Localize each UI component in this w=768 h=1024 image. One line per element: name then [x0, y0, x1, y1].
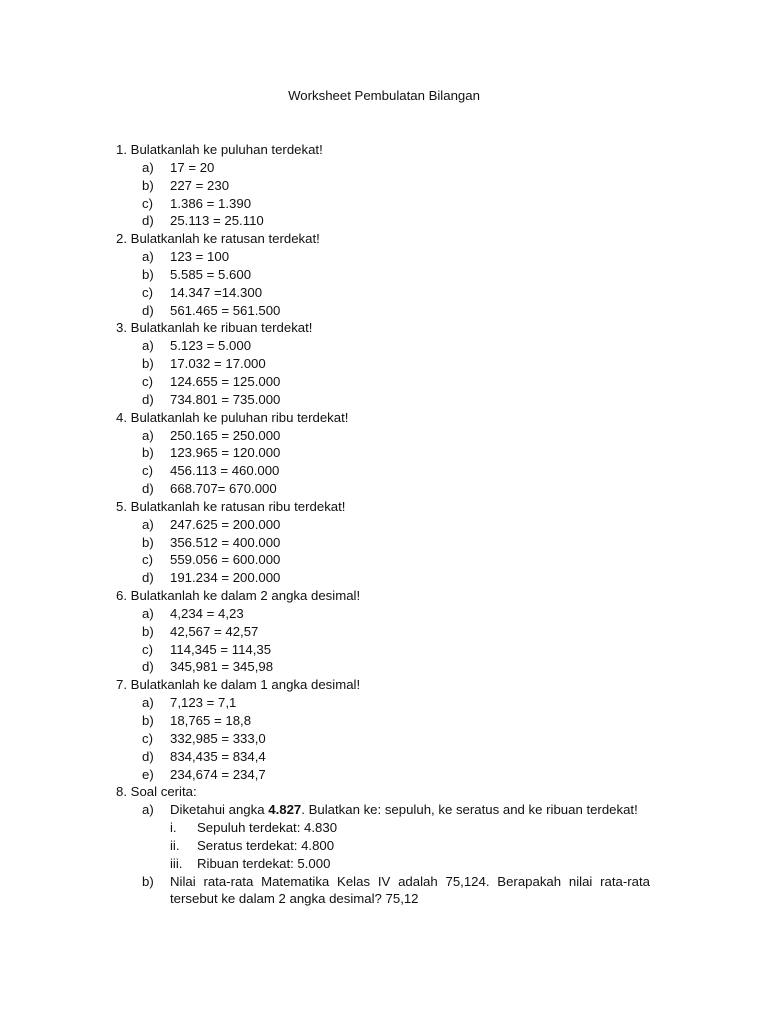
- answer-item: [116, 534, 656, 552]
- story-text-pre: Diketahui angka: [170, 802, 269, 818]
- item-letter: b): [142, 713, 154, 728]
- item-text: 114,345 = 114,35: [170, 641, 272, 657]
- story-number: 4.827: [268, 802, 302, 818]
- item-letter: d): [142, 570, 154, 586]
- answer-item: [116, 391, 656, 409]
- answer-item: [116, 159, 656, 177]
- story-question-a: [116, 801, 650, 819]
- page-title: Worksheet Pembulatan Bilangan: [288, 88, 480, 103]
- item-letter: d): [142, 481, 154, 497]
- sub-answer: [116, 855, 656, 873]
- answer-item: [116, 462, 656, 480]
- answer-item: [116, 195, 656, 213]
- item-text: 668.707= 670.000: [170, 481, 277, 497]
- answer-item: [116, 373, 656, 391]
- question-heading: 1. Bulatkanlah ke puluhan terdekat!: [116, 142, 323, 157]
- answer-item: [116, 444, 656, 462]
- item-letter: c): [142, 195, 153, 211]
- story-question-b: [116, 873, 650, 909]
- item-letter: c): [142, 463, 153, 479]
- item-letter: d): [142, 213, 154, 229]
- item-letter: a): [142, 516, 154, 532]
- question-heading: 5. Bulatkanlah ke ratusan ribu terdekat!: [116, 498, 346, 514]
- item-text: 5.585 = 5.600: [170, 266, 252, 282]
- item-text: 561.465 = 561.500: [170, 302, 281, 318]
- item-letter: a): [142, 159, 154, 175]
- item-letter: b): [142, 873, 154, 889]
- item-letter: d): [142, 391, 154, 407]
- answer-item: [116, 302, 656, 320]
- question-heading: 4. Bulatkanlah ke puluhan ribu terdekat!: [116, 409, 349, 425]
- item-text: 834,435 = 834,4: [170, 748, 266, 764]
- answer-item: [116, 712, 656, 730]
- answer-item: [116, 623, 656, 641]
- item-letter: b): [142, 177, 154, 193]
- story-text-post: . Bulatkan ke: sepuluh, ke seratus and ke ribuan terdekat!: [301, 802, 638, 818]
- item-letter: b): [142, 266, 154, 282]
- item-text: 227 = 230: [170, 177, 230, 193]
- sub-answer-text: Seratus terdekat: 4.800: [197, 837, 335, 853]
- item-text: 1.386 = 1.390: [170, 195, 252, 211]
- item-text: 7,123 = 7,1: [170, 695, 237, 711]
- question-heading: 2. Bulatkanlah ke ratusan terdekat!: [116, 231, 320, 247]
- story-question-text: Nilai rata-rata Matematika Kelas IV adalah 75,124. Berapakah nilai rata-rata tersebut ke dalam 2 angka desimal? 75,12: [170, 873, 650, 907]
- item-text: 14.347 =14.300: [170, 284, 263, 300]
- item-letter: a): [142, 695, 154, 711]
- item-letter: c): [142, 284, 153, 300]
- answer-item: [116, 641, 656, 659]
- item-text: 25.113 = 25.110: [170, 213, 264, 229]
- item-text: 124.655 = 125.000: [170, 373, 281, 389]
- item-letter: b): [142, 356, 154, 372]
- answer-item: [116, 480, 656, 498]
- item-letter: d): [142, 748, 154, 764]
- answer-item: [116, 284, 656, 302]
- item-text: 17.032 = 17.000: [170, 356, 266, 372]
- question-heading: 3. Bulatkanlah ke ribuan terdekat!: [116, 320, 313, 336]
- answer-item: [116, 427, 656, 445]
- answer-item: [116, 212, 656, 230]
- item-letter: a): [142, 802, 154, 818]
- item-text: 18,765 = 18,8: [170, 713, 252, 728]
- item-letter: c): [142, 552, 153, 568]
- item-letter: c): [142, 641, 153, 657]
- answer-item: [116, 248, 656, 266]
- item-text: 345,981 = 345,98: [170, 659, 274, 675]
- item-text: 234,674 = 234,7: [170, 766, 266, 782]
- item-text: 250.165 = 250.000: [170, 427, 281, 443]
- item-letter: b): [142, 534, 154, 550]
- answer-item: [116, 355, 656, 373]
- answer-item: [116, 748, 656, 766]
- item-text: 123.965 = 120.000: [170, 445, 281, 461]
- item-text: 42,567 = 42,57: [170, 623, 259, 639]
- sub-answer-number: iii.: [170, 855, 183, 871]
- item-text: 4,234 = 4,23: [170, 605, 244, 621]
- item-letter: a): [142, 605, 154, 621]
- answer-item: [116, 730, 656, 748]
- answer-item: [116, 658, 656, 676]
- answer-item: [116, 266, 656, 284]
- item-letter: a): [142, 427, 154, 443]
- item-text: 123 = 100: [170, 249, 230, 265]
- item-text: 559.056 = 600.000: [170, 552, 281, 568]
- sub-answer-text: Sepuluh terdekat: 4.830: [197, 820, 338, 836]
- answer-item: [116, 337, 656, 355]
- answer-item: [116, 694, 656, 712]
- item-text: 332,985 = 333,0: [170, 730, 266, 746]
- sub-answer-number: ii.: [170, 837, 180, 853]
- question-heading: 7. Bulatkanlah ke dalam 1 angka desimal!: [116, 677, 361, 693]
- question-heading: 6. Bulatkanlah ke dalam 2 angka desimal!: [116, 588, 361, 604]
- sub-answer-number: i.: [170, 820, 177, 836]
- answer-item: [116, 766, 656, 784]
- item-text: 356.512 = 400.000: [170, 534, 281, 550]
- item-letter: b): [142, 445, 154, 461]
- item-text: 191.234 = 200.000: [170, 570, 281, 586]
- item-text: 456.113 = 460.000: [170, 463, 280, 479]
- item-letter: a): [142, 338, 154, 354]
- question-heading: 8. Soal cerita:: [116, 784, 197, 800]
- answer-item: [116, 177, 656, 195]
- item-text: 5.123 = 5.000: [170, 338, 252, 354]
- item-text: 247.625 = 200.000: [170, 516, 281, 532]
- item-letter: c): [142, 373, 153, 389]
- sub-answer-text: Ribuan terdekat: 5.000: [197, 855, 331, 871]
- answer-item: [116, 516, 656, 534]
- item-letter: a): [142, 249, 154, 265]
- item-text: 734.801 = 735.000: [170, 391, 281, 407]
- answer-item: [116, 605, 656, 623]
- item-letter: c): [142, 730, 153, 746]
- item-letter: d): [142, 302, 154, 318]
- item-letter: e): [142, 766, 154, 782]
- story-question-text: [170, 801, 650, 819]
- answer-item: [116, 551, 656, 569]
- item-letter: b): [142, 623, 154, 639]
- answer-item: [116, 569, 656, 587]
- question-list: [116, 141, 656, 908]
- item-text: 17 = 20: [170, 159, 215, 175]
- sub-answer: [116, 819, 656, 837]
- item-letter: d): [142, 659, 154, 675]
- sub-answer: [116, 837, 656, 855]
